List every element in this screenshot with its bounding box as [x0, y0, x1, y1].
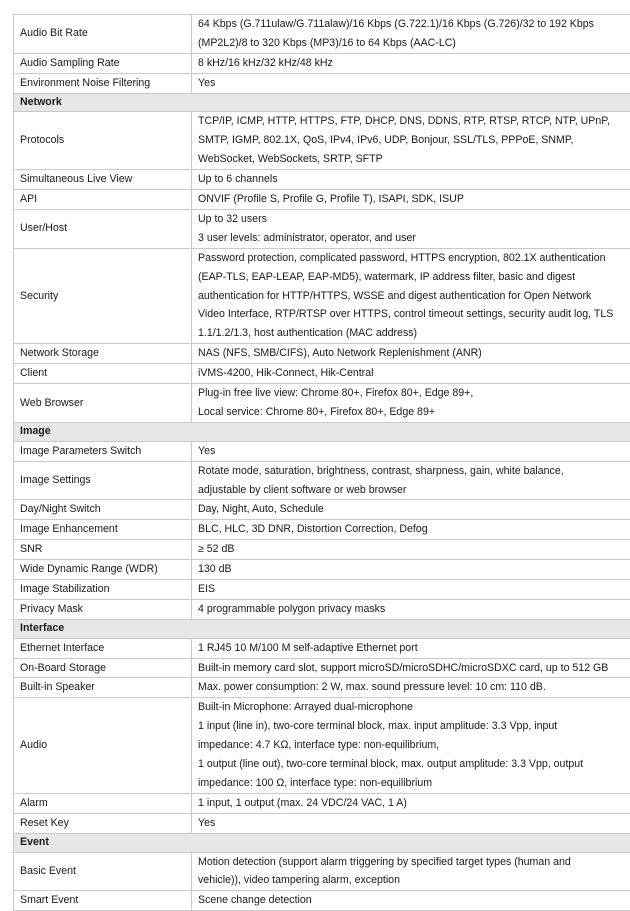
spec-value-line: vehicle)), video tampering alarm, exception	[198, 871, 625, 890]
spec-row	[14, 520, 630, 540]
spec-row	[14, 891, 630, 911]
spec-row	[14, 852, 630, 891]
spec-label: Web Browser	[14, 384, 192, 423]
spec-value-line: authentication for HTTP/HTTPS, WSSE and digest authentication for Open Network	[198, 287, 625, 306]
spec-value-line: 1 output (line out), two-core terminal block, max. output amplitude: 3.3 Vpp, output	[198, 755, 625, 774]
section-header	[14, 833, 630, 852]
spec-value-line: 8 kHz/16 kHz/32 kHz/48 kHz	[198, 54, 625, 73]
spec-value-line: 3 user levels: administrator, operator, and user	[198, 229, 625, 248]
spec-value-line: 1 input, 1 output (max. 24 VDC/24 VAC, 1 A)	[198, 794, 625, 813]
spec-value-line: Plug-in free live view: Chrome 80+, Firefox 80+, Edge 89+,	[198, 384, 625, 403]
spec-value-line: EIS	[198, 580, 625, 599]
spec-value	[192, 73, 630, 93]
spec-label: Security	[14, 248, 192, 344]
spec-label: Built-in Speaker	[14, 678, 192, 698]
spec-value-line: Video Interface, RTP/RTSP over HTTPS, control timeout settings, security audit log, TLS	[198, 305, 625, 324]
spec-value-line: 1 input (line in), two-core terminal block, max. input amplitude: 3.3 Vpp, input	[198, 717, 625, 736]
spec-value-line: Up to 6 channels	[198, 170, 625, 189]
spec-value	[192, 248, 630, 344]
spec-label: Day/Night Switch	[14, 500, 192, 520]
spec-row	[14, 793, 630, 813]
section-header	[14, 93, 630, 112]
spec-row	[14, 580, 630, 600]
spec-value-line: WebSocket, WebSockets, SRTP, SFTP	[198, 150, 625, 169]
spec-row	[14, 112, 630, 170]
spec-row	[14, 461, 630, 500]
spec-value-line: ≥ 52 dB	[198, 540, 625, 559]
spec-value	[192, 658, 630, 678]
spec-label: Ethernet Interface	[14, 638, 192, 658]
spec-label: Wide Dynamic Range (WDR)	[14, 560, 192, 580]
spec-table	[13, 14, 630, 911]
spec-value-line: 130 dB	[198, 560, 625, 579]
spec-label: Image Settings	[14, 461, 192, 500]
spec-value-line: SMTP, IGMP, 802.1X, QoS, IPv4, IPv6, UDP, Bonjour, SSL/TLS, PPPoE, SNMP,	[198, 131, 625, 150]
section-header	[14, 619, 630, 638]
section-title: Image	[14, 422, 630, 441]
spec-row	[14, 500, 630, 520]
spec-value-line: TCP/IP, ICMP, HTTP, HTTPS, FTP, DHCP, DNS, DDNS, RTP, RTSP, RTCP, NTP, UPnP,	[198, 112, 625, 131]
spec-value	[192, 461, 630, 500]
spec-value-line: 4 programmable polygon privacy masks	[198, 600, 625, 619]
spec-value-line: Password protection, complicated password, HTTPS encryption, 802.1X authentication	[198, 249, 625, 268]
spec-value	[192, 209, 630, 248]
spec-label: Audio Bit Rate	[14, 15, 192, 54]
spec-label: Audio Sampling Rate	[14, 53, 192, 73]
spec-row	[14, 540, 630, 560]
section-title: Interface	[14, 619, 630, 638]
spec-value	[192, 540, 630, 560]
spec-label: Reset Key	[14, 813, 192, 833]
spec-value-line: Built-in Microphone: Arrayed dual-microphone	[198, 698, 625, 717]
spec-value	[192, 520, 630, 540]
spec-value-line: iVMS-4200, Hik-Connect, Hik-Central	[198, 364, 625, 383]
spec-label: Basic Event	[14, 852, 192, 891]
spec-value-line: 1 RJ45 10 M/100 M self-adaptive Ethernet port	[198, 639, 625, 658]
spec-value-line: adjustable by client software or web browser	[198, 481, 625, 500]
spec-value-line: (MP2L2)/8 to 320 Kbps (MP3)/16 to 64 Kbps (AAC-LC)	[198, 34, 625, 53]
spec-value-line: 1.1/1.2/1.3, host authentication (MAC address)	[198, 324, 625, 343]
spec-row	[14, 53, 630, 73]
spec-value	[192, 190, 630, 210]
spec-value	[192, 678, 630, 698]
spec-label: Protocols	[14, 112, 192, 170]
spec-row	[14, 73, 630, 93]
spec-value	[192, 112, 630, 170]
spec-value-line: Local service: Chrome 80+, Firefox 80+, Edge 89+	[198, 403, 625, 422]
spec-value	[192, 599, 630, 619]
spec-row	[14, 364, 630, 384]
spec-value-line: ONVIF (Profile S, Profile G, Profile T), ISAPI, SDK, ISUP	[198, 190, 625, 209]
spec-value-line: Day, Night, Auto, Schedule	[198, 500, 625, 519]
spec-row	[14, 638, 630, 658]
spec-value-line: BLC, HLC, 3D DNR, Distortion Correction, Defog	[198, 520, 625, 539]
spec-label: Image Stabilization	[14, 580, 192, 600]
spec-value-line: Scene change detection	[198, 891, 625, 910]
spec-value	[192, 384, 630, 423]
spec-value-line: Yes	[198, 442, 625, 461]
spec-label: Alarm	[14, 793, 192, 813]
spec-label: Image Parameters Switch	[14, 441, 192, 461]
spec-value	[192, 580, 630, 600]
spec-row	[14, 248, 630, 344]
section-title: Event	[14, 833, 630, 852]
spec-label: SNR	[14, 540, 192, 560]
spec-row	[14, 560, 630, 580]
spec-value-line: Max. power consumption: 2 W, max. sound pressure level: 10 cm: 110 dB.	[198, 678, 625, 697]
spec-label: Privacy Mask	[14, 599, 192, 619]
spec-row	[14, 599, 630, 619]
spec-label: Network Storage	[14, 344, 192, 364]
spec-value-line: impedance: 100 Ω, interface type: non-equilibrium	[198, 774, 625, 793]
spec-value	[192, 170, 630, 190]
spec-row	[14, 678, 630, 698]
spec-value	[192, 500, 630, 520]
spec-value	[192, 364, 630, 384]
spec-value-line: impedance: 4.7 KΩ, interface type: non-equilibrium,	[198, 736, 625, 755]
spec-label: Smart Event	[14, 891, 192, 911]
spec-value	[192, 638, 630, 658]
spec-value	[192, 441, 630, 461]
spec-value-line: Rotate mode, saturation, brightness, contrast, sharpness, gain, white balance,	[198, 462, 625, 481]
spec-row	[14, 698, 630, 794]
spec-value	[192, 813, 630, 833]
spec-row	[14, 170, 630, 190]
spec-row	[14, 190, 630, 210]
spec-row	[14, 15, 630, 54]
spec-value	[192, 53, 630, 73]
section-header	[14, 422, 630, 441]
spec-label: Simultaneous Live View	[14, 170, 192, 190]
spec-sheet	[13, 14, 630, 911]
spec-row	[14, 658, 630, 678]
spec-label: API	[14, 190, 192, 210]
spec-value-line: Yes	[198, 814, 625, 833]
spec-row	[14, 209, 630, 248]
spec-value-line: Built-in memory card slot, support microSD/microSDHC/microSDXC card, up to 512 GB	[198, 659, 625, 678]
spec-value	[192, 15, 630, 54]
spec-row	[14, 441, 630, 461]
spec-value-line: (EAP-TLS, EAP-LEAP, EAP-MD5), watermark, IP address filter, basic and digest	[198, 268, 625, 287]
spec-value	[192, 560, 630, 580]
spec-label: Image Enhancement	[14, 520, 192, 540]
spec-value	[192, 891, 630, 911]
spec-value-line: Yes	[198, 74, 625, 93]
spec-label: Audio	[14, 698, 192, 794]
spec-row	[14, 813, 630, 833]
spec-label: Environment Noise Filtering	[14, 73, 192, 93]
spec-label: Client	[14, 364, 192, 384]
spec-row	[14, 344, 630, 364]
spec-label: On-Board Storage	[14, 658, 192, 678]
spec-label: User/Host	[14, 209, 192, 248]
spec-value-line: Motion detection (support alarm triggering by specified target types (human and	[198, 853, 625, 872]
section-title: Network	[14, 93, 630, 112]
spec-value-line: NAS (NFS, SMB/CIFS), Auto Network Replenishment (ANR)	[198, 344, 625, 363]
spec-value-line: Up to 32 users	[198, 210, 625, 229]
spec-value	[192, 852, 630, 891]
spec-table-body	[14, 15, 630, 911]
spec-value	[192, 793, 630, 813]
spec-value	[192, 698, 630, 794]
spec-row	[14, 384, 630, 423]
spec-value	[192, 344, 630, 364]
spec-value-line: 64 Kbps (G.711ulaw/G.711alaw)/16 Kbps (G.722.1)/16 Kbps (G.726)/32 to 192 Kbps	[198, 15, 625, 34]
